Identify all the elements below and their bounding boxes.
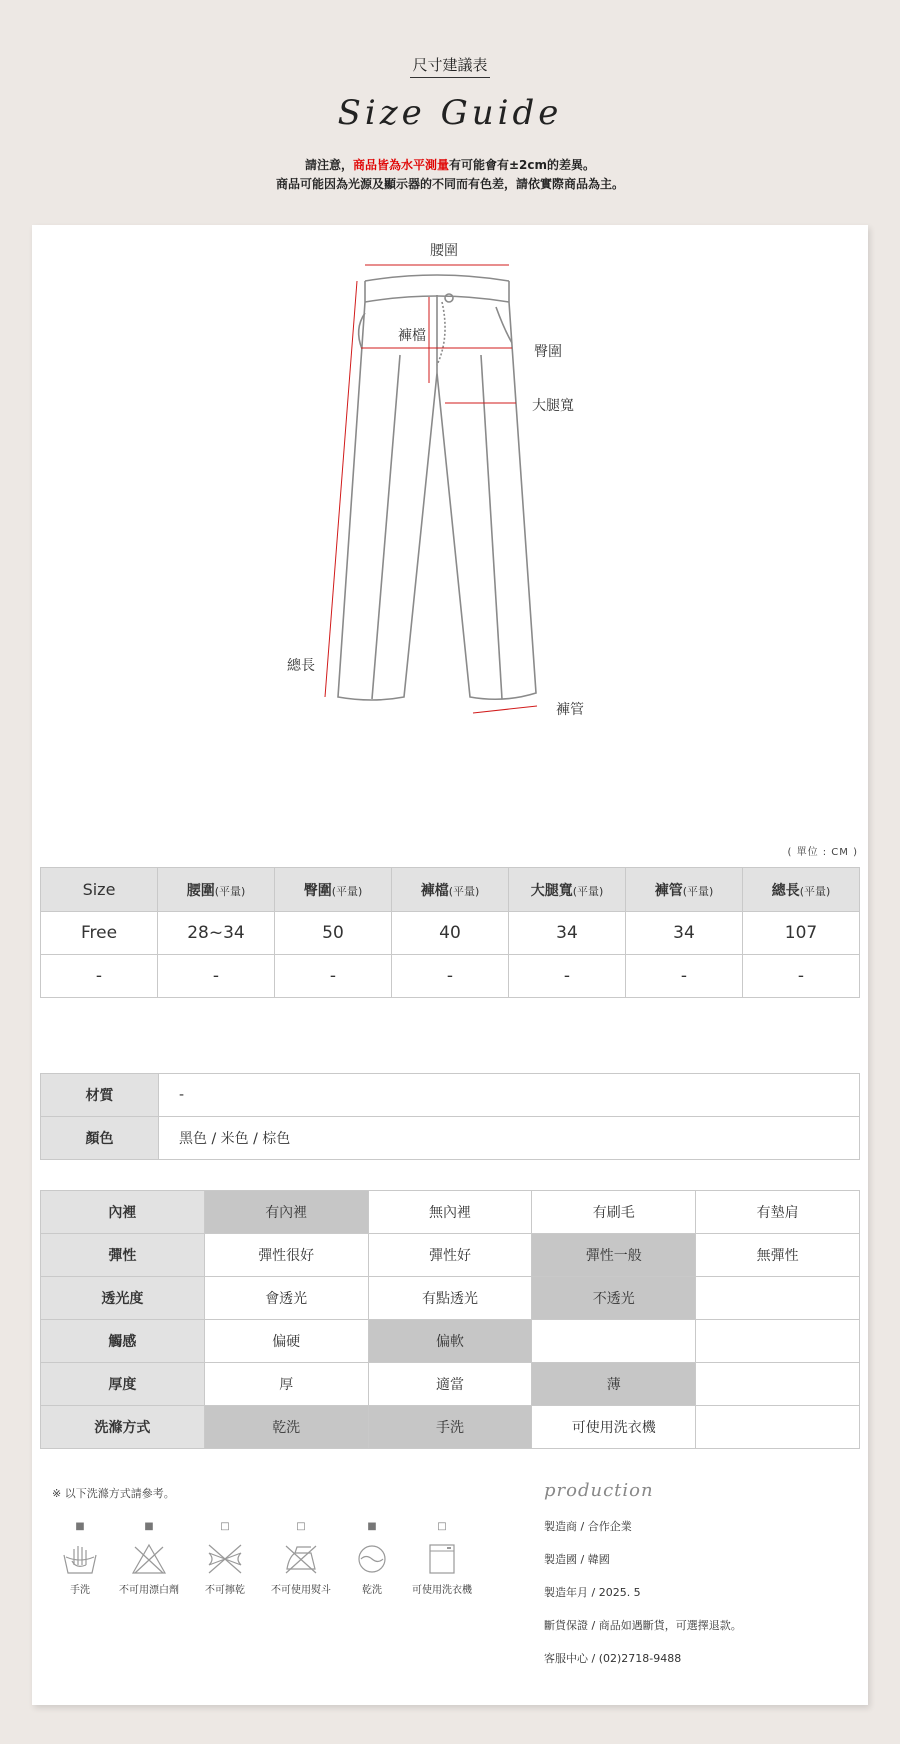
hip-header: 臀圍(平量) <box>275 868 392 912</box>
table-cell: - <box>743 955 860 998</box>
table-cell: - <box>41 955 158 998</box>
dry-clean-icon <box>356 1543 388 1575</box>
size-guide-card <box>32 225 868 1705</box>
attr-label: 透光度 <box>41 1277 205 1320</box>
attr-option: 適當 <box>368 1363 532 1406</box>
attr-option <box>532 1320 696 1363</box>
attr-option: 有點透光 <box>368 1277 532 1320</box>
thigh-label: 大腿寬 <box>532 398 574 414</box>
pants-measurement-diagram <box>32 225 868 825</box>
table-cell: Free <box>41 912 158 955</box>
attr-row-elasticity <box>41 1234 860 1277</box>
attr-option: 彈性一般 <box>532 1234 696 1277</box>
care-caption: 不可使用熨斗 <box>271 1585 331 1596</box>
unit-note: ( 單位 : CM ) <box>787 847 858 858</box>
table-cell: 50 <box>275 912 392 955</box>
table-cell: 34 <box>509 912 626 955</box>
washing-machine-icon <box>427 1543 457 1575</box>
attr-option: 彈性好 <box>368 1234 532 1277</box>
care-item <box>402 1521 482 1596</box>
attr-option: 有內裡 <box>204 1191 368 1234</box>
rise-header: 褲檔(平量) <box>392 868 509 912</box>
care-item <box>40 1521 120 1596</box>
size-table <box>40 867 860 998</box>
care-item <box>185 1521 265 1596</box>
attribute-table <box>40 1190 860 1449</box>
material-value: - <box>159 1074 860 1117</box>
size-header: Size <box>41 868 158 912</box>
table-row <box>41 955 860 998</box>
table-row <box>41 912 860 955</box>
production-title: production <box>544 1480 654 1501</box>
care-check: ■ <box>367 1521 377 1532</box>
page-header <box>0 0 900 225</box>
length-label: 總長 <box>287 658 315 674</box>
attr-option: 厚 <box>204 1363 368 1406</box>
care-check: □ <box>220 1521 230 1532</box>
attr-option <box>696 1277 860 1320</box>
attr-row-touch <box>41 1320 860 1363</box>
care-check: ■ <box>144 1521 154 1532</box>
table-cell: - <box>626 955 743 998</box>
waist-header: 腰圍(平量) <box>158 868 275 912</box>
care-title: ※ 以下洗滌方式請參考。 <box>52 1487 175 1500</box>
care-instructions <box>52 1485 472 1645</box>
attr-option: 彈性很好 <box>204 1234 368 1277</box>
table-cell: 40 <box>392 912 509 955</box>
size-table-header <box>41 868 860 912</box>
attr-row-transparency <box>41 1277 860 1320</box>
care-item <box>261 1521 341 1596</box>
page-title: Size Guide <box>337 93 563 133</box>
care-item <box>332 1521 412 1596</box>
care-caption: 不可用漂白劑 <box>119 1585 179 1596</box>
table-cell: - <box>392 955 509 998</box>
customer-service-line: 客服中心 / (02)2718-9488 <box>544 1652 682 1665</box>
page-subtitle: 尺寸建議表 <box>0 54 900 75</box>
guarantee-line: 斷貨保證 / 商品如遇斷貨，可選擇退款。 <box>544 1619 742 1632</box>
color-label: 顏色 <box>41 1117 159 1160</box>
attr-option: 可使用洗衣機 <box>532 1406 696 1449</box>
attr-option: 無彈性 <box>696 1234 860 1277</box>
table-cell: 28~34 <box>158 912 275 955</box>
attr-row-washing <box>41 1406 860 1449</box>
measurement-note-highlight: 商品皆為水平測量 <box>352 158 449 172</box>
production-info <box>544 1480 854 1666</box>
measurement-note: 請注意，商品皆為水平測量有可能會有±2cm的差異。 商品可能因為光源及顯示器的不同而有色差，請依實際商品為主。 <box>275 158 624 191</box>
attr-option <box>696 1320 860 1363</box>
care-caption: 不可擰乾 <box>205 1585 245 1596</box>
table-cell: - <box>275 955 392 998</box>
waist-label: 腰圍 <box>430 243 458 259</box>
hip-label: 臀圍 <box>534 344 562 360</box>
care-item <box>109 1521 189 1596</box>
attr-row-thickness <box>41 1363 860 1406</box>
pants-illustration <box>32 225 868 825</box>
attr-option: 偏硬 <box>204 1320 368 1363</box>
attr-label: 洗滌方式 <box>41 1406 205 1449</box>
material-table <box>40 1073 860 1160</box>
care-check: ■ <box>75 1521 85 1532</box>
manufacturer-line: 製造商 / 合作企業 <box>544 1520 632 1533</box>
table-row <box>41 1117 860 1160</box>
attr-label: 內裡 <box>41 1191 205 1234</box>
table-cell: 107 <box>743 912 860 955</box>
length-header: 總長(平量) <box>743 868 860 912</box>
country-line: 製造國 / 韓國 <box>544 1553 610 1566</box>
table-row <box>41 1074 860 1117</box>
attr-label: 厚度 <box>41 1363 205 1406</box>
no-wring-icon <box>205 1543 245 1575</box>
care-check: □ <box>296 1521 306 1532</box>
no-iron-icon <box>283 1543 319 1575</box>
attr-option: 乾洗 <box>204 1406 368 1449</box>
table-cell: 34 <box>626 912 743 955</box>
attr-option: 有墊肩 <box>696 1191 860 1234</box>
attr-option <box>696 1363 860 1406</box>
color-value: 黑色 / 米色 / 棕色 <box>159 1117 860 1160</box>
hem-label: 褲管 <box>556 702 584 718</box>
attr-option: 無內裡 <box>368 1191 532 1234</box>
attr-option: 不透光 <box>532 1277 696 1320</box>
attr-label: 觸感 <box>41 1320 205 1363</box>
rise-label: 褲檔 <box>398 328 426 344</box>
attr-option: 偏軟 <box>368 1320 532 1363</box>
care-caption: 可使用洗衣機 <box>412 1585 472 1596</box>
date-line: 製造年月 / 2025. 5 <box>544 1586 641 1599</box>
hem-header: 褲管(平量) <box>626 868 743 912</box>
care-caption: 手洗 <box>70 1585 90 1596</box>
attr-option: 薄 <box>532 1363 696 1406</box>
attr-option: 有刷毛 <box>532 1191 696 1234</box>
table-cell: - <box>158 955 275 998</box>
table-cell: - <box>509 955 626 998</box>
thigh-header: 大腿寬(平量) <box>509 868 626 912</box>
attr-option <box>696 1406 860 1449</box>
care-check: □ <box>437 1521 447 1532</box>
hand-wash-icon <box>62 1543 98 1575</box>
care-caption: 乾洗 <box>362 1585 382 1596</box>
attr-option: 手洗 <box>368 1406 532 1449</box>
attr-option: 會透光 <box>204 1277 368 1320</box>
material-label: 材質 <box>41 1074 159 1117</box>
no-bleach-icon <box>131 1543 167 1575</box>
attr-row-lining <box>41 1191 860 1234</box>
attr-label: 彈性 <box>41 1234 205 1277</box>
